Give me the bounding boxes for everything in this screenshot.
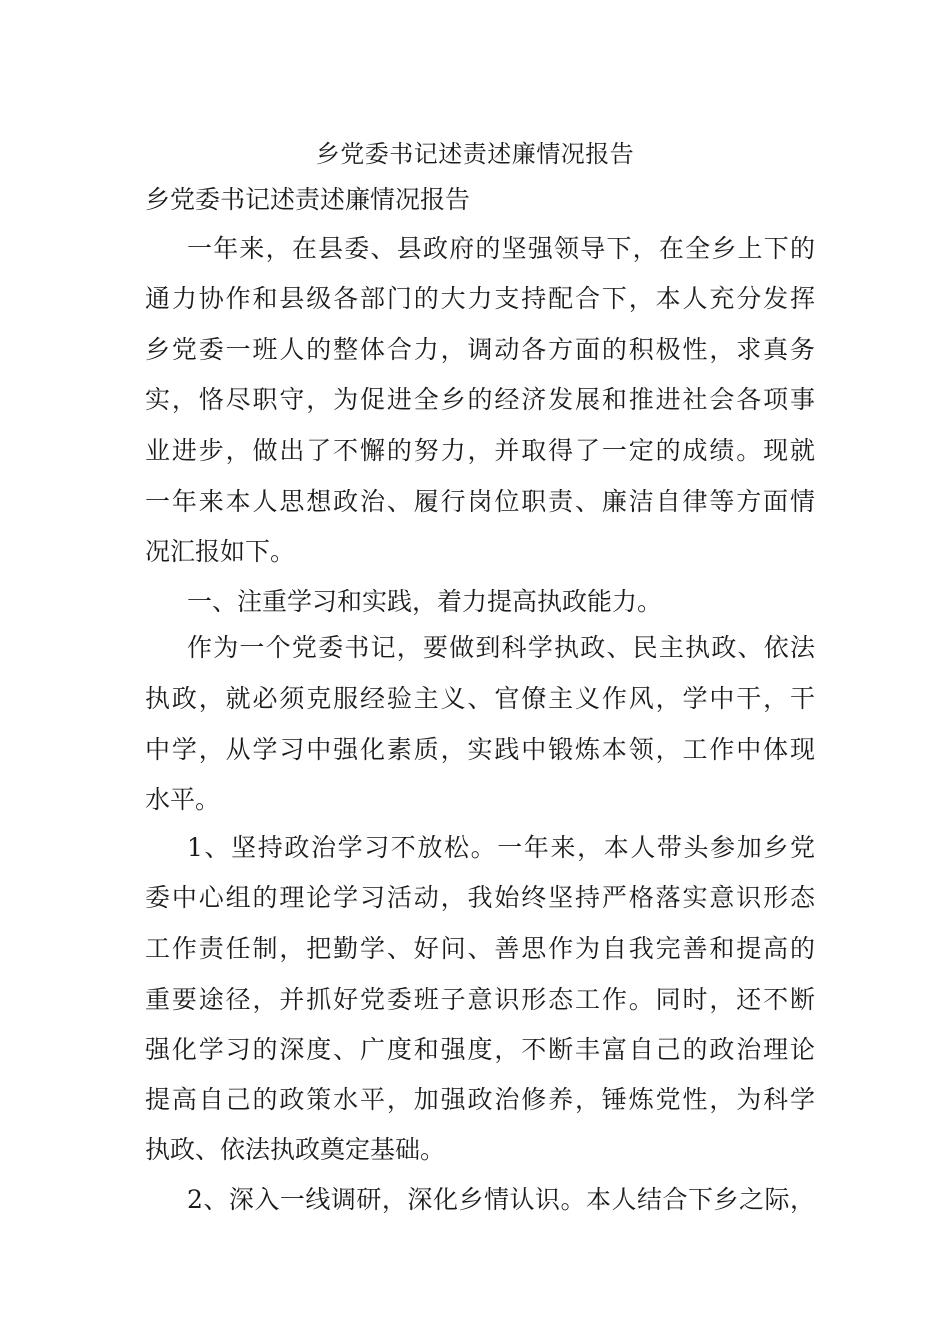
paragraph-line: 作为一个党委书记，要做到科学执政、民主执政、依法 xyxy=(187,633,815,662)
paragraph-line: 1、坚持政治学习不放松。一年来，本人带头参加乡党 xyxy=(187,833,815,862)
paragraph-line: 2、深入一线调研，深化乡情认识。本人结合下乡之际， xyxy=(187,1185,815,1214)
paragraph-line: 中学，从学习中强化素质，实践中锻炼本领，工作中体现 xyxy=(145,735,815,764)
paragraph-line: 乡党委一班人的整体合力，调动各方面的积极性，求真务 xyxy=(145,335,815,364)
paragraph-line: 水平。 xyxy=(145,785,221,814)
paragraph-line: 提高自己的政策水平，加强政治修养，锤炼党性，为科学 xyxy=(145,1085,815,1114)
paragraph-line: 委中心组的理论学习活动，我始终坚持严格落实意识形态 xyxy=(145,883,815,912)
paragraph-line: 实，恪尽职守，为促进全乡的经济发展和推进社会各项事 xyxy=(145,385,815,414)
paragraph-line: 一年来，在县委、县政府的坚强领导下，在全乡上下的 xyxy=(187,234,815,263)
paragraph-line: 重要途径，并抓好党委班子意识形态工作。同时，还不断 xyxy=(145,985,815,1014)
paragraph-line: 通力协作和县级各部门的大力支持配合下，本人充分发挥 xyxy=(145,284,815,313)
document-subtitle: 乡党委书记述责述廉情况报告 xyxy=(145,185,471,214)
paragraph-line: 执政，就必须克服经验主义、官僚主义作风，学中干，干 xyxy=(145,684,815,713)
paragraph-line: 工作责任制，把勤学、好问、善思作为自我完善和提高的 xyxy=(145,934,815,963)
paragraph-line: 况汇报如下。 xyxy=(145,537,296,566)
paragraph-line: 一年来本人思想政治、履行岗位职责、廉洁自律等方面情 xyxy=(145,487,815,516)
document-title: 乡党委书记述责述廉情况报告 xyxy=(315,140,635,168)
paragraph-line: 业进步，做出了不懈的努力，并取得了一定的成绩。现就 xyxy=(145,436,815,465)
paragraph-line: 执政、依法执政奠定基础。 xyxy=(145,1135,446,1164)
section-heading: 一、注重学习和实践，着力提高执政能力。 xyxy=(187,587,663,616)
paragraph-line: 强化学习的深度、广度和强度，不断丰富自己的政治理论 xyxy=(145,1035,815,1064)
